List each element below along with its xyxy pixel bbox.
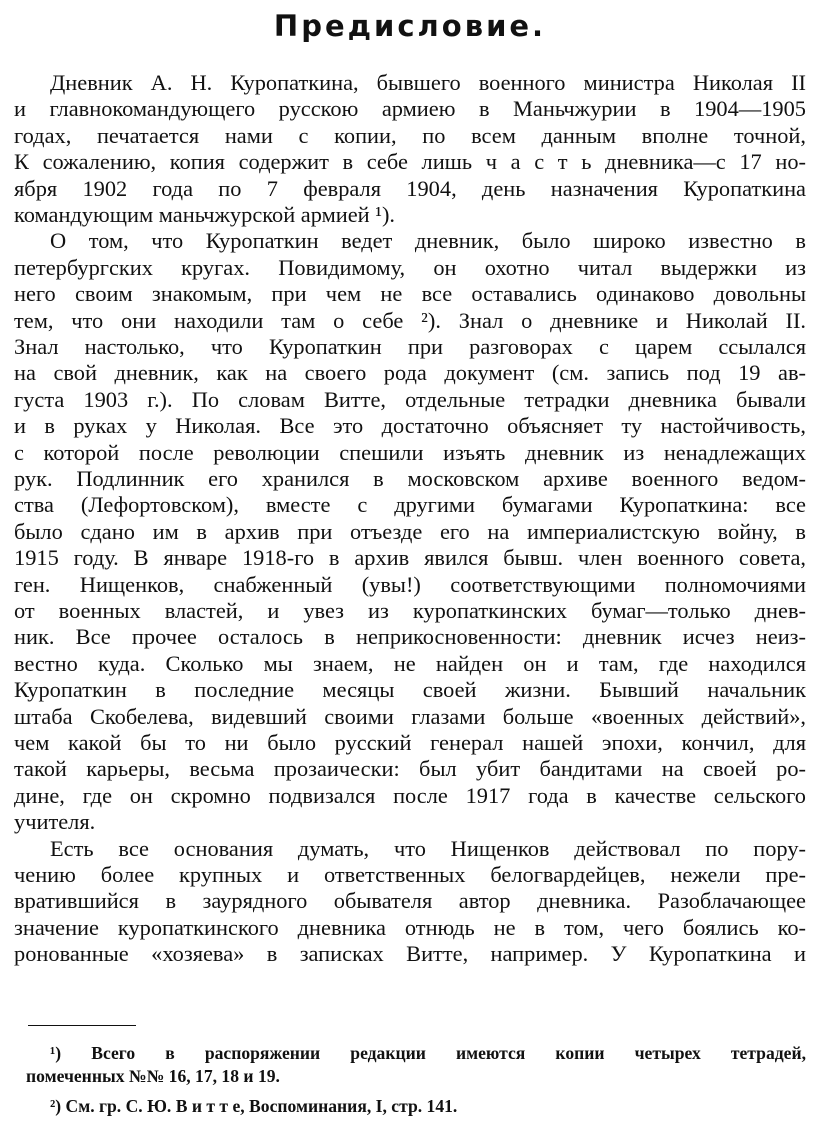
- text-line: Есть все основания думать, что Нищенков действовал по пору-: [50, 835, 806, 861]
- footnote-line: ¹) Всего в распоряжении редакции имеются копии четырех тетрадей,: [50, 1043, 806, 1063]
- text-line: чению более крупных и ответственных белогвардейцев, нежели пре-: [14, 862, 806, 887]
- text-line: ген. Нищенков, снабженный (увы!) соответствующими полномочиями: [14, 571, 806, 597]
- text-line: вестно куда. Сколько мы знаем, не найден он и там, где находился: [14, 650, 806, 676]
- text-line: командующим маньчжурской армией ¹).: [14, 202, 395, 227]
- text-line: ник. Все прочее осталось в неприкосновенности: дневник исчез неиз-: [14, 624, 806, 650]
- footnote-separator: [28, 1025, 136, 1026]
- text-line: 1915 году. В январе 1918-го в архив явился бывш. член военного совета,: [14, 545, 806, 571]
- text-line: чем какой бы то ни было русский генерал нашей эпохи, кончил, для: [14, 730, 806, 755]
- text-line: К сожалению, копия содержит в себе лишь ч а с т ь дневника—с 17 но-: [14, 149, 806, 175]
- text-line: него своим знакомым, при чем не все оставались одинаково довольны: [14, 281, 806, 307]
- text-line: петербургских кругах. Повидимому, он охотно читал выдержки из: [14, 254, 806, 280]
- footnote-line: ²) См. гр. С. Ю. В и т т е, Воспоминания, I, стр. 141.: [50, 1096, 458, 1116]
- text-line: ства (Лефортовском), вместе с другими бумагами Куропаткина: все: [14, 492, 806, 518]
- text-line: было сдано им в архив при отъезде его на империалистскую войну, в: [14, 518, 806, 544]
- text-line: на свой дневник, как на своего рода документ (см. запись под 19 ав-: [14, 360, 806, 386]
- text-line: с которой после революции спешили изъять дневник из ненадлежащих: [14, 439, 806, 465]
- text-line: значение куропаткинского дневника отнюдь не в том, чего боялись ко-: [14, 914, 806, 940]
- text-line: густа 1903 г.). По словам Витте, отдельные тетрадки дневника бывали: [14, 386, 806, 412]
- text-line: такой карьеры, весьма прозаически: был убит бандитами на своей ро-: [14, 756, 806, 782]
- text-line: дине, где он скромно подвизался после 1917 года в качестве сельского: [14, 782, 806, 808]
- text-line: ября 1902 года по 7 февраля 1904, день назначения Куропаткина: [14, 175, 806, 201]
- text-line: Дневник А. Н. Куропаткина, бывшего военного министра Николая II: [50, 70, 806, 95]
- text-line: Куропаткин в последние месяцы своей жизни. Бывший начальник: [14, 677, 806, 703]
- text-line: и в руках у Николая. Все это достаточно объясняет ту настойчивость,: [14, 413, 806, 439]
- text-line: учителя.: [14, 809, 96, 835]
- text-line: ронованные «хозяева» в записках Витте, например. У Куропаткина и: [14, 941, 806, 967]
- footnote-line: помеченных №№ 16, 17, 18 и 19.: [26, 1066, 280, 1086]
- text-line: О том, что Куропаткин ведет дневник, было широко известно в: [50, 228, 806, 254]
- text-line: и главнокомандующего русскою армиею в Маньчжурии в 1904—1905: [14, 96, 806, 122]
- text-line: тем, что они находили там о себе ²). Знал о дневнике и Николай II.: [14, 307, 806, 333]
- text-line: от военных властей, и увез из куропаткинских бумаг—только днев-: [14, 598, 806, 623]
- text-line: Знал настолько, что Куропаткин при разговорах с царем ссылался: [14, 334, 806, 359]
- text-line: рук. Подлинник его хранился в московском архиве военного ведом-: [14, 466, 806, 491]
- text-line: штаба Скобелева, видевший своими глазами больше «военных действий»,: [14, 703, 806, 729]
- page-title: Предисловие.: [273, 9, 547, 43]
- text-line: вратившийся в заурядного обывателя автор дневника. Разоблачающее: [14, 888, 806, 914]
- text-line: годах, печатается нами с копии, по всем данным вполне точной,: [14, 122, 806, 148]
